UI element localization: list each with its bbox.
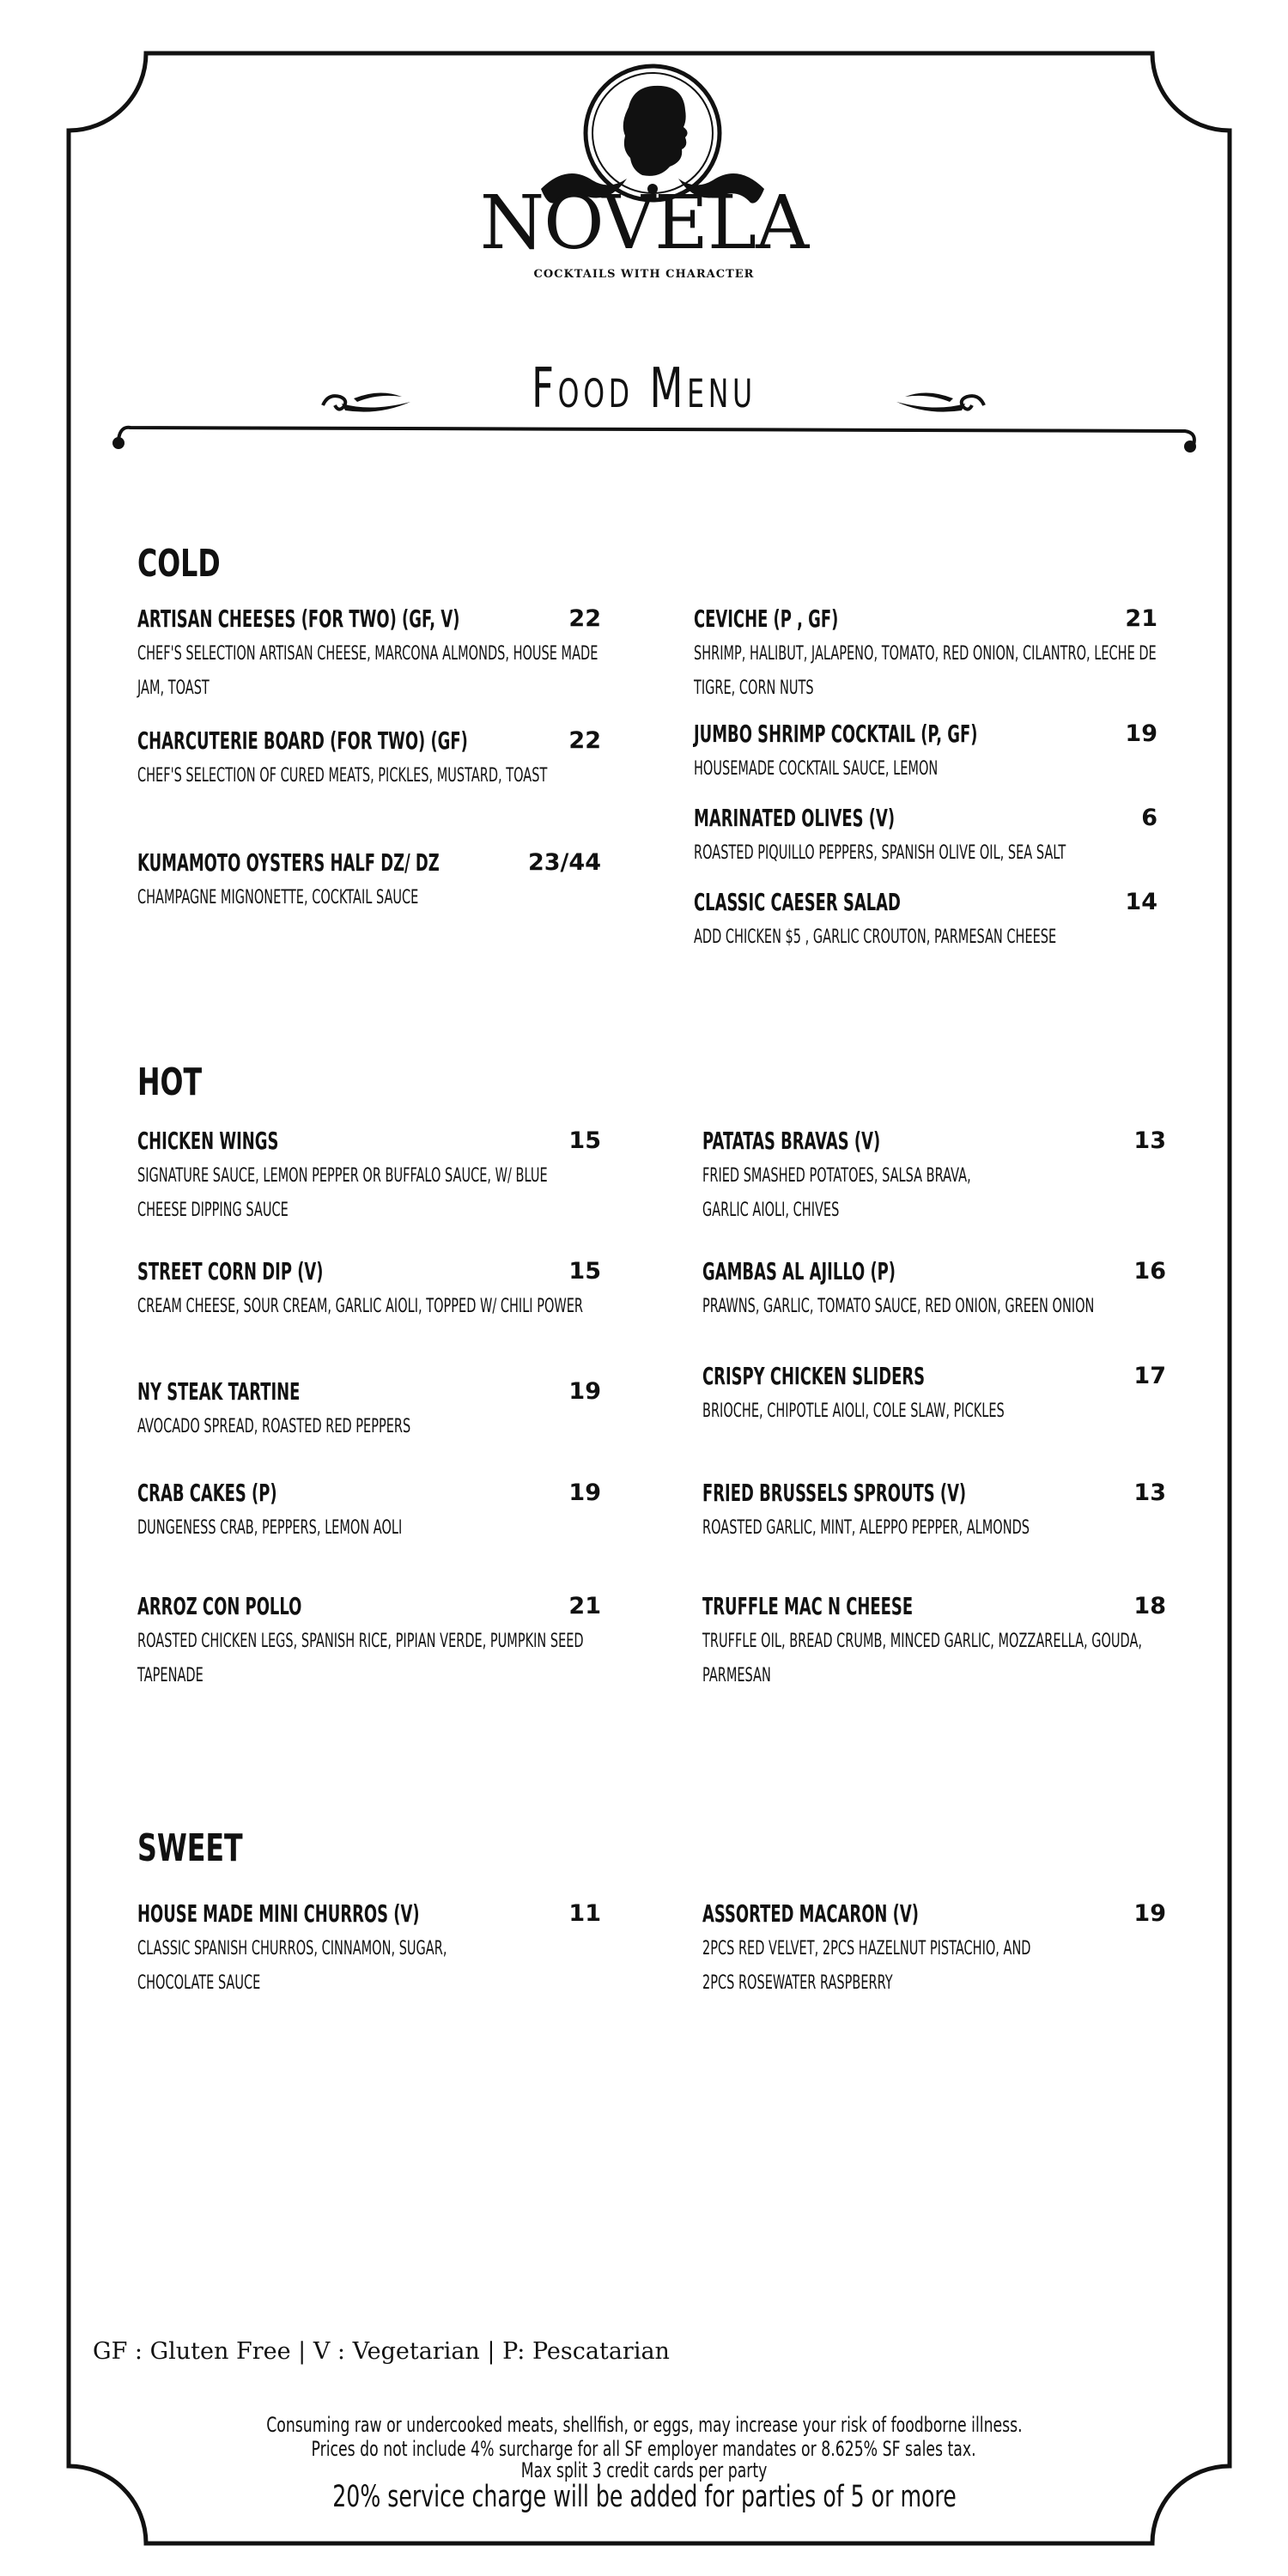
foodborne-warning-text: Consuming raw or undercooked meats, shellfish, or eggs, may increase your risk of foodborne illness. [265, 2413, 1023, 2437]
split-note-text: Max split 3 credit cards per party [520, 2458, 768, 2482]
menu-item [137, 1479, 601, 1546]
section-title-cold: COLD [137, 542, 221, 586]
item-name: JUMBO SHRIMP COCKTAIL (P, GF) [694, 720, 978, 748]
service-charge-text: 20% service charge will be added for parties of 5 or more [331, 2480, 957, 2514]
item-name: HOUSE MADE MINI CHURROS (V) [137, 1899, 420, 1928]
menu-item [702, 1362, 1166, 1429]
foodborne-warning [0, 2413, 1288, 2437]
item-name: KUMAMOTO OYSTERS HALF DZ/ DZ [137, 848, 440, 877]
menu-title: Food Menu [532, 357, 756, 421]
item-price: 17 [1133, 1363, 1166, 1389]
surcharge-note [0, 2437, 1288, 2461]
item-price: 13 [1133, 1479, 1166, 1506]
menu-item [137, 1377, 601, 1444]
service-charge-note [0, 2480, 1288, 2514]
menu-item [694, 888, 1157, 955]
section-title-sweet: SWEET [137, 1826, 243, 1870]
right-swirl-ornament [893, 388, 987, 419]
item-description: CREAM CHEESE, SOUR CREAM, GARLIC AIOLI, TOPPED W/ CHILI POWER [137, 1296, 584, 1317]
item-price: 15 [568, 1258, 601, 1285]
menu-item [702, 1592, 1166, 1693]
item-price: 19 [568, 1378, 601, 1405]
item-name: GAMBAS AL AJILLO (P) [702, 1257, 896, 1285]
item-name: NY STEAK TARTINE [137, 1377, 301, 1406]
item-description: AVOCADO SPREAD, ROASTED RED PEPPERS [137, 1416, 411, 1437]
item-description: ROASTED PIQUILLO PEPPERS, SPANISH OLIVE OIL, SEA SALT [694, 842, 1066, 864]
item-description: BRIOCHE, CHIPOTLE AIOLI, COLE SLAW, PICKLES [702, 1400, 1005, 1422]
split-note [0, 2459, 1288, 2482]
item-name: CLASSIC CAESER SALAD [694, 888, 901, 916]
item-description: SIGNATURE SAUCE, LEMON PEPPER OR BUFFALO SAUCE, W/ BLUE CHEESE DIPPING SAUCE [137, 1165, 548, 1221]
item-name: ARTISAN CHEESES (FOR TWO) (GF, V) [137, 605, 460, 633]
item-description: TRUFFLE OIL, BREAD CRUMB, MINCED GARLIC, MOZZARELLA, GOUDA, PARMESAN [702, 1631, 1143, 1686]
menu-item [137, 848, 601, 915]
item-price: 23/44 [527, 849, 601, 876]
item-price: 19 [568, 1479, 601, 1506]
menu-item [137, 1592, 601, 1693]
menu-item [702, 1479, 1166, 1546]
item-description: CHEF'S SELECTION OF CURED MEATS, PICKLES, MUSTARD, TOAST [137, 765, 548, 787]
item-name: FRIED BRUSSELS SPROUTS (V) [702, 1479, 967, 1507]
item-description: ROASTED GARLIC, MINT, ALEPPO PEPPER, ALMONDS [702, 1517, 1030, 1539]
item-price: 15 [568, 1127, 601, 1154]
menu-item [137, 1127, 601, 1228]
item-price: 14 [1125, 889, 1157, 915]
item-price: 21 [1125, 605, 1157, 632]
menu-item [694, 720, 1157, 787]
item-description: ROASTED CHICKEN LEGS, SPANISH RICE, PIPIAN VERDE, PUMPKIN SEED TAPENADE [137, 1631, 584, 1686]
menu-item [137, 605, 601, 706]
item-name: TRUFFLE MAC N CHEESE [702, 1592, 914, 1620]
item-description: HOUSEMADE COCKTAIL SAUCE, LEMON [694, 758, 939, 780]
menu-item [702, 1127, 1166, 1228]
item-name: PATATAS BRAVAS (V) [702, 1127, 881, 1155]
item-price: 21 [568, 1593, 601, 1619]
item-price: 19 [1125, 720, 1157, 747]
section-title-hot: HOT [137, 1060, 203, 1104]
item-price: 22 [568, 605, 601, 632]
menu-item [137, 726, 601, 793]
item-description: CLASSIC SPANISH CHURROS, CINNAMON, SUGAR, CHOCOLATE SAUCE [137, 1938, 447, 1994]
item-name: STREET CORN DIP (V) [137, 1257, 324, 1285]
item-name: CRAB CAKES (P) [137, 1479, 277, 1507]
item-price: 19 [1133, 1900, 1166, 1927]
item-name: ASSORTED MACARON (V) [702, 1899, 919, 1928]
item-description: 2PCS RED VELVET, 2PCS HAZELNUT PISTACHIO, AND 2PCS ROSEWATER RASPBERRY [702, 1938, 1031, 1994]
brand-tagline: COCKTAILS WITH CHARACTER [533, 268, 755, 281]
item-price: 11 [568, 1900, 601, 1927]
item-description: CHEF'S SELECTION ARTISAN CHEESE, MARCONA ALMONDS, HOUSE MADE JAM, TOAST [137, 643, 598, 699]
menu-item [702, 1899, 1166, 2001]
item-price: 22 [568, 727, 601, 754]
item-description: ADD CHICKEN $5 , GARLIC CROUTON, PARMESAN CHEESE [694, 927, 1057, 948]
surcharge-note-text: Prices do not include 4% surcharge for all SF employer mandates or 8.625% SF sales tax. [311, 2437, 977, 2461]
item-name: CRISPY CHICKEN SLIDERS [702, 1362, 926, 1390]
brand-name: NOVELA [479, 180, 809, 266]
item-price: 13 [1133, 1127, 1166, 1154]
menu-item [694, 605, 1157, 706]
item-description: DUNGENESS CRAB, PEPPERS, LEMON AOLI [137, 1517, 403, 1539]
dietary-legend: GF : Gluten Free | V : Vegetarian | P: Pescatarian [93, 2338, 670, 2365]
item-name: CHICKEN WINGS [137, 1127, 279, 1155]
item-name: MARINATED OLIVES (V) [694, 804, 896, 832]
item-name: ARROZ CON POLLO [137, 1592, 302, 1620]
left-swirl-ornament [319, 388, 414, 419]
item-description: SHRIMP, HALIBUT, JALAPENO, TOMATO, RED ONION, CILANTRO, LECHE DE TIGRE, CORN NUTS [694, 643, 1157, 699]
menu-item [694, 804, 1157, 871]
item-description: PRAWNS, GARLIC, TOMATO SAUCE, RED ONION, GREEN ONION [702, 1296, 1095, 1317]
item-name: CHARCUTERIE BOARD (FOR TWO) (GF) [137, 726, 468, 755]
item-price: 16 [1133, 1258, 1166, 1285]
item-price: 6 [1141, 805, 1157, 831]
item-description: FRIED SMASHED POTATOES, SALSA BRAVA, GARLIC AIOLI, CHIVES [702, 1165, 971, 1221]
menu-item [702, 1257, 1166, 1324]
item-price: 18 [1133, 1593, 1166, 1619]
menu-item [137, 1899, 601, 2001]
item-description: CHAMPAGNE MIGNONETTE, COCKTAIL SAUCE [137, 887, 419, 908]
menu-item [137, 1257, 601, 1324]
item-name: CEVICHE (P , GF) [694, 605, 839, 633]
